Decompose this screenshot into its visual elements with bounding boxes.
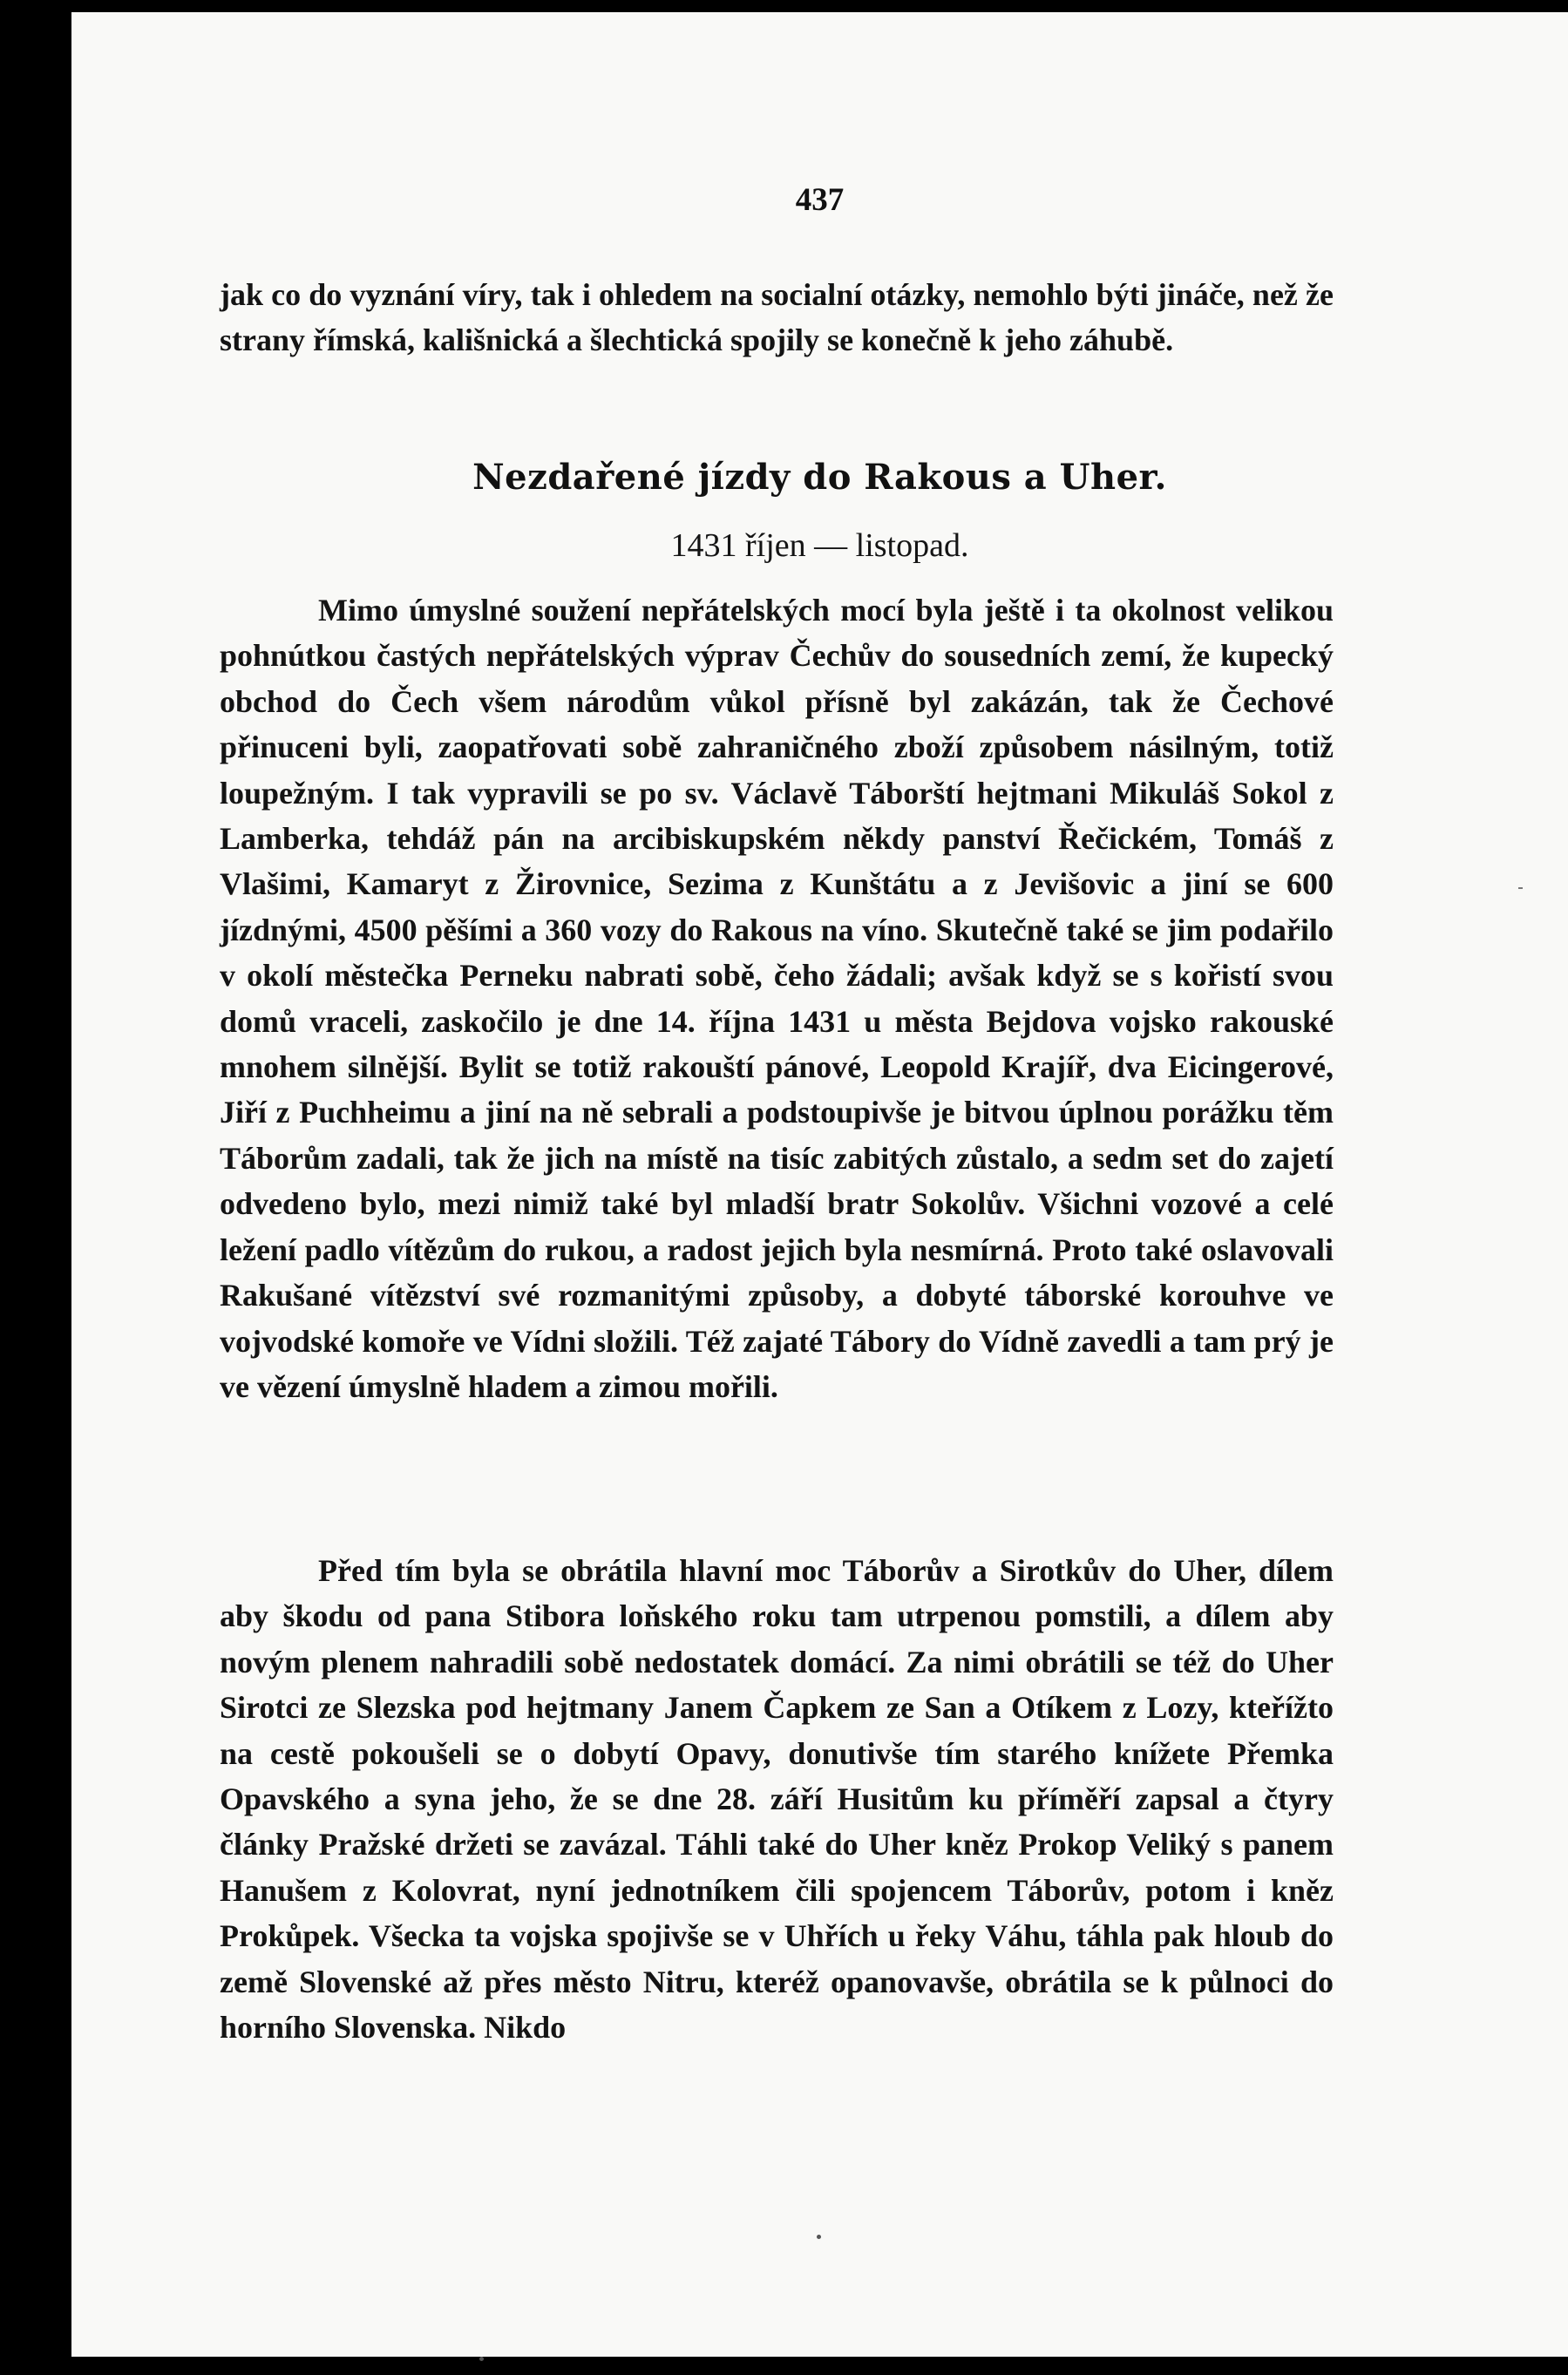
book-page	[71, 12, 1568, 2357]
intro-paragraph: jak co do vyznání víry, tak i ohledem na socialní otázky, nemohlo býti jináče, než že strany římská, kališnická a šlechtická spojily se konečně k jeho záhubě.	[220, 277, 1334, 358]
print-speck	[817, 2235, 821, 2239]
page-number: 437	[795, 182, 845, 218]
print-speck	[479, 2357, 484, 2361]
second-paragraph: Před tím byla se obrátila hlavní moc Táborův a Sirotkův do Uher, dílem aby škodu od pana Stibora loňského roku tam utrpenou pomstili, a dílem aby novým plenem nahradili sobě nedostatek domácí. Za nimi obrátili se též do Uher Sirotci ze Slezska pod hejtmany Janem Čapkem ze San a Otíkem z Lozy, kteřížto na cestě pokoušeli se o dobytí Opavy, donutivše tím starého knížete Přemka Opavského a syna jeho, že se dne 28. září Husitům ku příměří zapsal a čtyry články Pražské držeti se zavázal. Táhli také do Uher kněz Prokop Veliký s panem Hanušem z Kolovrat, nyní jednotníkem čili spojencem Táborův, potom i kněz Prokůpek. Všecka ta vojska spojivše se v Uhřích u řeky Váhu, táhla pak hloub do země Slovenské až přes město Nitru, kteréž opanovavše, obrátila se k půlnoci do horního Slovenska. Nikdo	[220, 1553, 1334, 2046]
section-date: 1431 říjen — listopad.	[670, 527, 969, 564]
section-title: Nezdařené jízdy do Rakous a Uher.	[472, 457, 1167, 498]
main-paragraph: Mimo úmyslné soužení nepřátelských mocí byla ještě i ta okolnost velikou pohnútkou častých nepřátelských výprav Čechův do sousedních zemí, že kupecký obchod do Čech všem národům vůkol přísně byl zakázán, tak že Čechové přinuceni byli, zaopatřovati sobě zahraničného zboží způsobem násilným, totiž loupežným. I tak vypravili se po sv. Václavě Táborští hejtmani Mikuláš Sokol z Lamberka, tehdáž pán na arcibiskupském někdy panství Řečickém, Tomáš z Vlašimi, Kamaryt z Žirovnice, Sezima z Kunštátu a z Jevišovic a jiní se 600 jízdnými, 4500 pěšími a 360 vozy do Rakous na víno. Skutečně také se jim podařilo v okolí městečka Perneku nabrati sobě, čeho žádali; avšak když se s kořistí svou domů vraceli, zaskočilo je dne 14. října 1431 u města Bejdova vojsko rakouské mnohem silnější. Bylit se totiž rakouští pánové, Leopold Krajíř, dva Eicingerové, Jiří z Puchheimu a jiní na ně sebrali a podstoupivše je bitvou úplnou porážku těm Táborům zadali, tak že jich na místě na tisíc zabitých zůstalo, a sedm set do zajetí odvedeno bylo, mezi nimiž také byl mladší bratr Sokolův. Všichni vozové a celé ležení padlo vítězům do rukou, a radost jejich byla nesmírná. Proto také oslavovali Rakušané vítězství své rozmanitými způsoby, a dobyté táborské korouhve ve vojvodské komoře ve Vídni složili. Též zajaté Tábory do Vídně zavedli a tam prý je ve vězení úmyslně hladem a zimou mořili.	[220, 593, 1334, 1404]
margin-mark	[1518, 887, 1523, 889]
